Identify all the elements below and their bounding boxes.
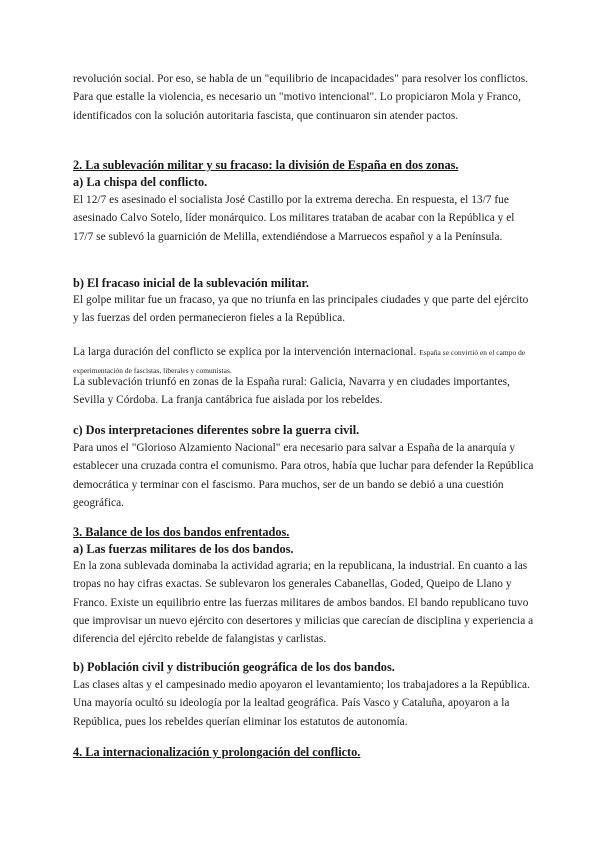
- section-3a-text: En la zona sublevada dominaba la actividad agraria; en la republicana, la industrial. En cuanto a las tropas no hay cifras exactas. Se sublevaron los generales Cabanellas, Goded, Queipo de Llano y Franco. Existe un equilibrio entre las fuerzas militares de ambos bandos. El bando republicano tuvo que improvisar un nuevo ejército con desertores y milicias que carecían de disciplina y experiencia a diferencia del ejército rebelde de falangistas y carlistas.: [73, 560, 534, 646]
- section-4-title: 4. La internacionalización y prolongación del conflicto.: [73, 745, 361, 759]
- section-3a-heading: a) Las fuerzas militares de los dos bandos.: [73, 542, 294, 556]
- section-2c-text: Para unos el "Glorioso Alzamiento Nacional" era necesario para salvar a España de la anarquía y establecer una cruzada contra el comunismo. Para otros, había que luchar para defender la República democrática y terminar con el fascismo. Para muchos, ser de un bando se debió a una cuestión geográfica.: [73, 442, 534, 509]
- section-2c-heading: c) Dos interpretaciones diferentes sobre la guerra civil.: [73, 423, 360, 437]
- section-2b-heading: b) El fracaso inicial de la sublevación militar.: [73, 276, 309, 290]
- section-3b-heading: b) Población civil y distribución geográfica de los dos bandos.: [73, 660, 395, 674]
- section-2b-rural-text: La sublevación triunfó en zonas de la España rural: Galicia, Navarra y en ciudades importantes, Sevilla y Córdoba. La franja cantábrica fue aislada por los rebeldes.: [73, 376, 510, 407]
- section-2a-text: El 12/7 es asesinado el socialista José Castillo por la extrema derecha. En respuesta, el 13/7 fue asesinado Calvo Sotelo, líder monárquico. Los militares trataban de acabar con la República y el 17/7 se sublevó la guarnición de Melilla, extendiéndose a Marruecos español y a la Península.: [73, 194, 515, 243]
- section-3b-text: Las clases altas y el campesinado medio apoyaron el levantamiento; los trabajadores a la República. Una mayoría ocultó su ideología por la lealtad geográfica. País Vasco y Cataluña, apoyaron a la República, pues los rebeldes querían eliminar los estatutos de autonomía.: [73, 679, 530, 728]
- intervention-small-note: España se convirtió en el campo de experimentación de fascistas, liberales y comunistas.: [73, 348, 526, 376]
- section-2a-heading: a) La chispa del conflicto.: [73, 175, 208, 189]
- intro-paragraph: revolución social. Por eso, se habla de un "equilibrio de incapacidades" para resolver los conflictos. Para que estalle la violencia, es necesario un "motivo intencional". Lo propiciaron Mola y Franco, identificados con la solución autoritaria fascista, que continuaron sin atender pactos.: [73, 73, 529, 122]
- section-2-title: 2. La sublevación militar y su fracaso: la división de España en dos zonas.: [73, 158, 459, 172]
- section-2b-text: El golpe militar fue un fracaso, ya que no triunfa en las principales ciudades y que parte del ejército y las fuerzas del orden permanecieron fieles a la República.: [73, 294, 529, 325]
- section-3-title: 3. Balance de los dos bandos enfrentados.: [73, 525, 290, 539]
- intervention-main-text: La larga duración del conflicto se explica por la intervención internacional.: [73, 346, 417, 358]
